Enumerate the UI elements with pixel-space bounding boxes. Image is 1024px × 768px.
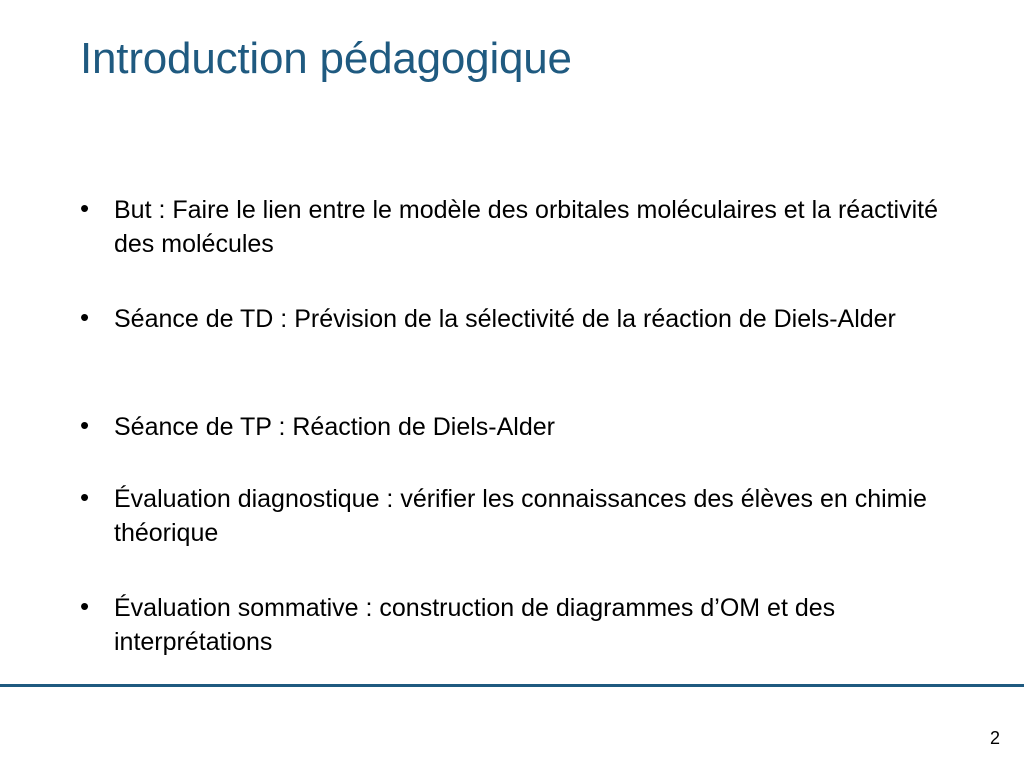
slide-title: Introduction pédagogique (80, 34, 572, 83)
bullet-item-td (78, 302, 958, 336)
bullet-icon: • (80, 193, 90, 223)
page-number: 2 (989, 728, 1000, 748)
bullet-text: Évaluation sommative : construction de diagrammes d’OM et des interprétations (114, 594, 836, 656)
bullet-item-diagnostic (78, 482, 958, 550)
bullet-text: Séance de TP : Réaction de Diels-Alder (114, 413, 555, 441)
bullet-icon: • (80, 302, 90, 332)
bullet-item-tp (78, 410, 958, 444)
bullet-icon: • (80, 482, 90, 512)
bullet-text: But : Faire le lien entre le modèle des orbitales moléculaires et la réactivité des molécules (114, 196, 939, 258)
bullet-text: Séance de TD : Prévision de la sélectivité de la réaction de Diels-Alder (114, 305, 896, 333)
bullet-icon: • (80, 410, 90, 440)
bullet-icon: • (80, 591, 90, 621)
bullet-text: Évaluation diagnostique : vérifier les connaissances des élèves en chimie théorique (114, 485, 927, 547)
footer-divider (0, 684, 1024, 687)
bullet-item-summative (78, 591, 958, 659)
bullet-item-goal (78, 193, 958, 261)
